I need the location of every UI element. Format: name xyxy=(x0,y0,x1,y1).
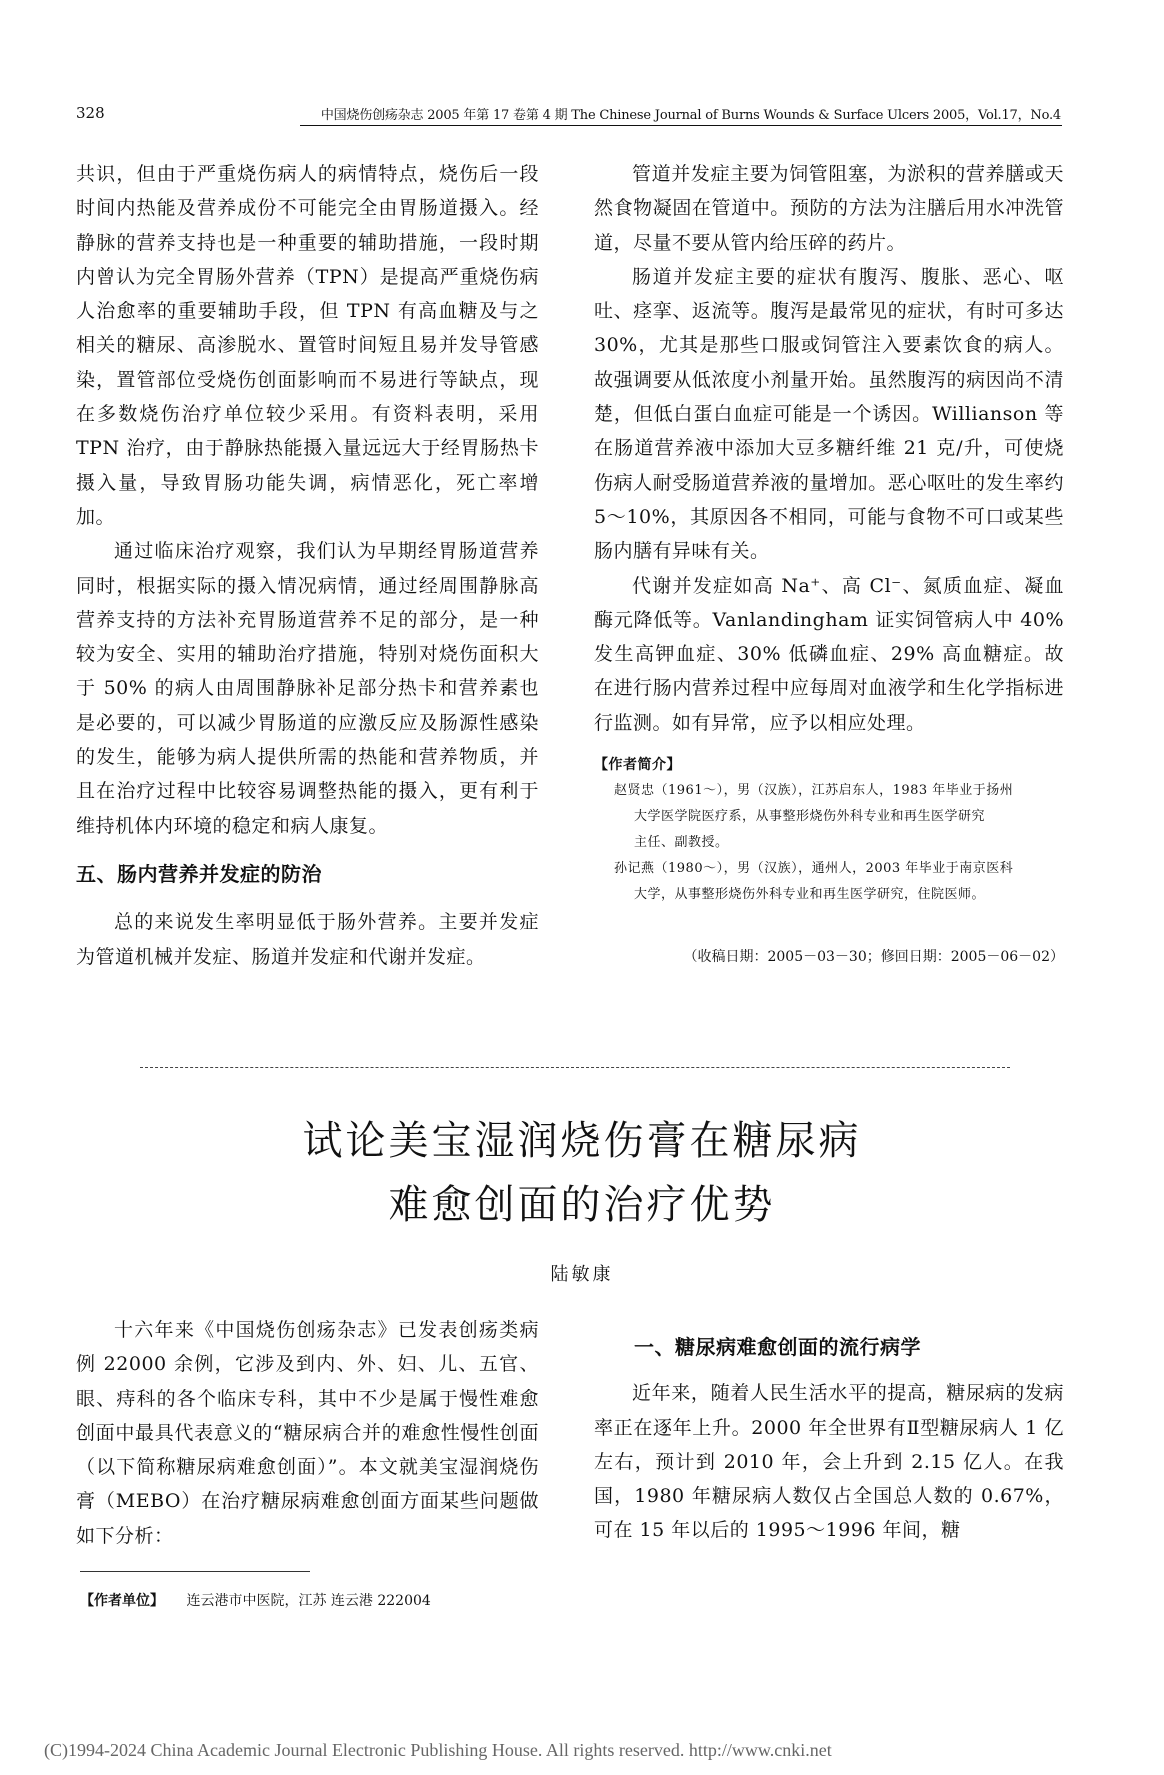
paragraph: 肠道并发症主要的症状有腹泻、腹胀、恶心、呕吐、痉挛、返流等。腹泻是最常见的症状，有时可多达 30%，尤其是那些口服或饲管注入要素饮食的病人。故强调要从低浓度小剂量开始。虽然腹泻的病因尚不清楚，但低白蛋白血症可能是一个诱因。Willianson 等在肠道营养液中添加大豆多糖纤维 21 克/升，可使烧伤病人耐受肠道营养液的量增加。恶心呕吐的发生率约 5～10%，其原因各不相同，可能与食物不可口或某些肠内膳有异味有关。 xyxy=(594,265,1064,563)
article1-right-column xyxy=(594,157,1064,908)
article-divider xyxy=(140,1067,1010,1068)
bio-line: 大学，从事整形烧伤外科专业和再生医学研究，住院医师。 xyxy=(634,887,986,903)
section-heading: 五、肠内营养并发症的防治 xyxy=(76,861,322,886)
author-unit-label: 【作者单位】 xyxy=(80,1593,164,1609)
author-unit xyxy=(80,1590,431,1610)
author-bio-label: 【作者简介】 xyxy=(594,757,681,774)
paragraph: 总的来说发生率明显低于肠外营养。主要并发症为管道机械并发症、肠道并发症和代谢并发症。 xyxy=(76,911,539,968)
journal-citation: 中国烧伤创疡杂志 2005 年第 17 卷第 4 期 The Chinese Journal of Burns Wounds & Surface Ulcers 2005，Vol.17，No.4 xyxy=(320,108,1061,123)
article2-right-column xyxy=(594,1330,1064,1548)
bio-line: 主任、副教授。 xyxy=(634,835,729,851)
copyright-notice: (C)1994-2024 China Academic Journal Electronic Publishing House. All rights reserved. http://www.cnki.net xyxy=(44,1740,832,1760)
header-rule xyxy=(300,125,1062,126)
paragraph: 代谢并发症如高 Na⁺、高 Cl⁻、氮质血症、凝血酶元降低等。Vanlandingham 证实饲管病人中 40% 发生高钾血症、30% 低磷血症、29% 高血糖症。故在进行肠内营养过程中应每周对血液学和生化学指标进行监测。如有异常，应予以相应处理。 xyxy=(594,574,1064,734)
received-date: （收稿日期：2005－03－30；修回日期：2005－06－02） xyxy=(683,949,1064,965)
bio-line: 大学医学院医疗系，从事整形烧伤外科专业和再生医学研究 xyxy=(634,809,986,825)
bio-line: 赵贤忠（1961～），男（汉族），江苏启东人，1983 年毕业于扬州 xyxy=(614,783,1014,799)
paragraph: 通过临床治疗观察，我们认为早期经胃肠道营养同时，根据实际的摄入情况病情，通过经周围静脉高营养支持的方法补充胃肠道营养不足的部分，是一种较为安全、实用的辅助治疗措施，特别对烧伤面积大于 50% 的病人由周围静脉补足部分热卡和营养素也是必要的，可以减少胃肠道的应激反应及肠源性感染的发生，能够为病人提供所需的热能和营养物质，并且在治疗过程中比较容易调整热能的摄入，更有利于维持机体内环境的稳定和病人康复。 xyxy=(76,540,539,837)
bio-line: 孙记燕（1980～），男（汉族），通州人，2003 年毕业于南京医科 xyxy=(614,861,1014,877)
page-number: 328 xyxy=(76,104,105,122)
article-author: 陆敏康 xyxy=(550,1264,614,1285)
footnote-rule xyxy=(80,1571,310,1572)
article-title-line1: 试论美宝湿润烧伤膏在糖尿病 xyxy=(302,1118,862,1164)
author-unit-text: 连云港市中医院，江苏 连云港 222004 xyxy=(186,1593,431,1609)
paragraph: 管道并发症主要为饲管阻塞，为淤积的营养膳或天然食物凝固在管道中。预防的方法为注膳后用水冲洗管道，尽量不要从管内给压碎的药片。 xyxy=(594,163,1064,254)
paragraph: 十六年来《中国烧伤创疡杂志》已发表创疡类病例 22000 余例，它涉及到内、外、妇、儿、五官、眼、痔科的各个临床专科，其中不少是属于慢性难愈创面中最具代表意义的“糖尿病合并的难愈性慢性创面（以下简称糖尿病难愈创面）”。本文就美宝湿润烧伤膏（MEBO）在治疗糖尿病难愈创面方面某些问题做如下分析： xyxy=(76,1319,539,1547)
paragraph: 共识，但由于严重烧伤病人的病情特点，烧伤后一段时间内热能及营养成份不可能完全由胃肠道摄入。经静脉的营养支持也是一种重要的辅助措施，一段时期内曾认为完全胃肠外营养（TPN）是提高严重烧伤病人治愈率的重要辅助手段，但 TPN 有高血糖及与之相关的糖尿、高渗脱水、置管时间短且易并发导管感染，置管部位受烧伤创面影响而不易进行等缺点，现在多数烧伤治疗单位较少采用。有资料表明，采用 TPN 治疗，由于静脉热能摄入量远远大于经胃肠热卡摄入量，导致胃肠功能失调，病情恶化，死亡率增加。 xyxy=(76,163,539,528)
section-heading: 一、糖尿病难愈创面的流行病学 xyxy=(634,1335,921,1359)
paragraph: 近年来，随着人民生活水平的提高，糖尿病的发病率正在逐年上升。2000 年全世界有Ⅱ型糖尿病人 1 亿左右，预计到 2010 年，会上升到 2.15 亿人。在我国，1980 年糖尿病人数仅占全国总人数的 0.67%，可在 15 年以后的 1995～1996 年间，糖 xyxy=(594,1382,1064,1542)
author-bio xyxy=(594,752,1064,908)
article-title-line2: 难愈创面的治疗优势 xyxy=(388,1182,776,1228)
article1-left-column xyxy=(76,157,539,974)
article2-left-column xyxy=(76,1313,539,1553)
